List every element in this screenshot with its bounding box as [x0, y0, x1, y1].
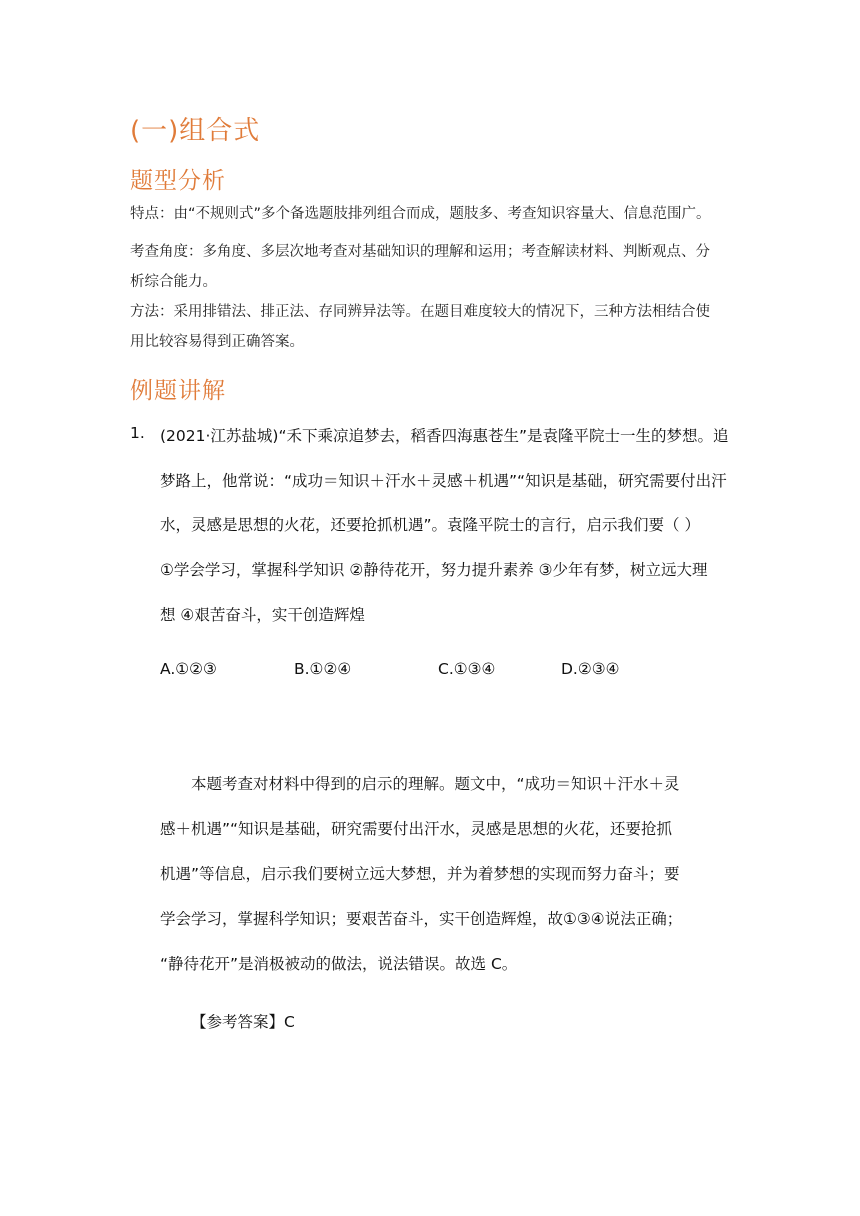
analysis-line-4: 学会学习，掌握科学知识；要艰苦奋斗，实干创造辉煌，故①③④说法正确；	[160, 910, 683, 928]
heading-combination: (一)组合式	[130, 116, 261, 146]
analysis-line-3: 机遇”等信息，启示我们要树立远大梦想，并为着梦想的实现而努力奋斗；要	[160, 865, 680, 883]
angle-text-line2: 析综合能力。	[130, 274, 217, 290]
section-title-analysis: 题型分析	[130, 168, 226, 194]
analysis-line-5: “静待花开”是消极被动的做法，说法错误。故选 C。	[160, 955, 518, 973]
features-paragraph	[130, 199, 734, 229]
section-title-examples: 例题讲解	[130, 378, 226, 404]
angle-text-line1: 考查角度：多角度、多层次地考查对基础知识的理解和运用；考查解读材料、判断观点、分	[130, 244, 710, 260]
method-text-line1: 方法：采用排错法、排正法、存同辨异法等。在题目难度较大的情况下，三种方法相结合使	[130, 304, 710, 320]
question-line-5: 想 ④艰苦奋斗，实干创造辉煌	[160, 606, 365, 624]
analysis-line-1: 本题考查对材料中得到的启示的理解。题文中，“成功＝知识＋汗水＋灵	[191, 775, 680, 793]
question-line-4: ①学会学习，掌握科学知识 ②静待花开，努力提升素养 ③少年有梦，树立远大理	[160, 561, 708, 579]
option-a: A.①②③	[160, 660, 217, 678]
question-number: 1.	[130, 424, 145, 442]
angle-paragraph	[130, 237, 734, 297]
option-b: B.①②④	[294, 660, 352, 678]
analysis-line-2: 感＋机遇”“知识是基础，研究需要付出汗水，灵感是思想的火花，还要抢抓	[160, 820, 673, 838]
question-line-1: (2021·江苏盐城)“禾下乘凉追梦去，稻香四海惠苍生”是袁隆平院士一生的梦想。追	[160, 427, 729, 445]
features-text: 特点：由“不规则式”多个备选题肢排列组合而成，题肢多、考查知识容量大、信息范围广。	[130, 206, 711, 222]
option-d: D.②③④	[561, 660, 620, 678]
question-line-2: 梦路上，他常说：“成功＝知识＋汗水＋灵感＋机遇”“知识是基础，研究需要付出汗	[160, 472, 727, 490]
reference-answer: 【参考答案】C	[191, 1013, 295, 1031]
method-text-line2: 用比较容易得到正确答案。	[130, 334, 304, 350]
question-line-3: 水，灵感是思想的火花，还要抢抓机遇”。袁隆平院士的言行，启示我们要（ ）	[160, 516, 700, 534]
option-c: C.①③④	[438, 660, 496, 678]
method-paragraph	[130, 297, 734, 357]
